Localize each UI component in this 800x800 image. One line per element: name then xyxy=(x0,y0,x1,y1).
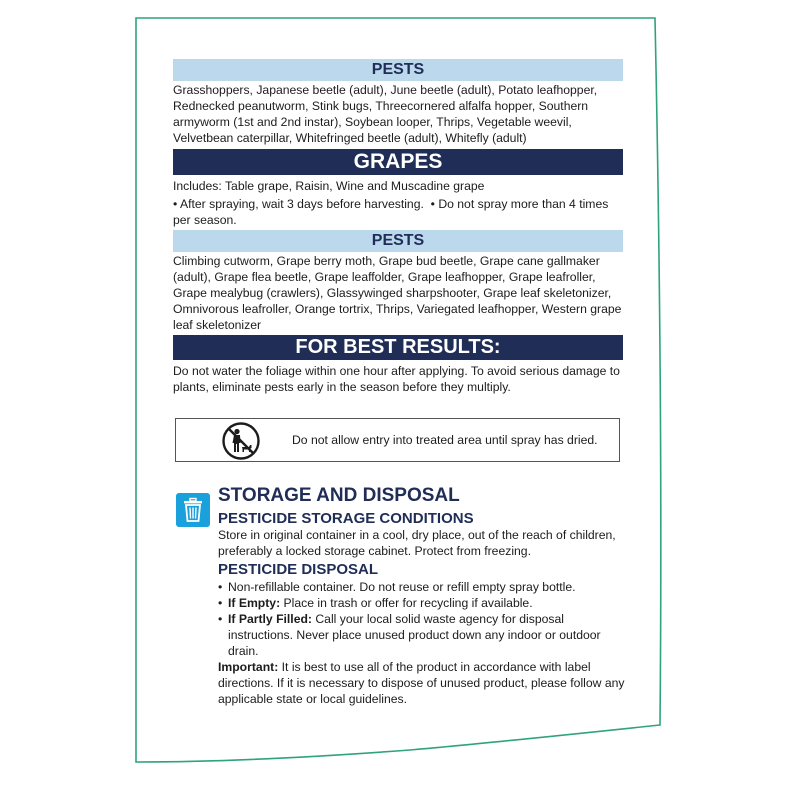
trash-can-icon xyxy=(176,493,210,527)
grapes-includes: Includes: Table grape, Raisin, Wine and Muscadine grape xyxy=(173,179,485,193)
if-empty-text: Place in trash or offer for recycling if available. xyxy=(283,596,533,610)
reentry-notice-box xyxy=(175,418,620,462)
important-label: Important: xyxy=(218,660,279,674)
pests-list-text: Grasshoppers, Japanese beetle (adult), June beetle (adult), Potato leafhopper, Rednecked peanutworm, Stink bugs, Threecornered alfalfa hopper, Southern armyworm (1st and 2nd instar), Soybean looper, Thrips, Vegetable weevil, Velvetbean caterpillar, Whitefringed beetle (adult), Whitefly (adult) xyxy=(173,83,598,145)
bullet-icon: • xyxy=(173,197,178,211)
storage-heading: STORAGE AND DISPOSAL xyxy=(218,485,460,506)
pests-heading: PESTS xyxy=(173,59,623,81)
if-partly-filled-label: If Partly Filled: xyxy=(228,612,312,626)
best-results-heading: FOR BEST RESULTS: xyxy=(173,335,623,360)
grapes-note-2: Do not spray more than 4 times per season. xyxy=(173,197,609,227)
important-text: It is best to use all of the product in accordance with label directions. If it is necessary to dispose of unused product, please follow any applicable state or local guidelines. xyxy=(218,660,625,706)
no-entry-person-dog-icon xyxy=(221,421,261,461)
if-empty-label: If Empty: xyxy=(228,596,281,610)
bullet-icon: • xyxy=(427,197,435,211)
bullet-icon: • xyxy=(218,612,223,626)
important-note xyxy=(218,659,628,707)
best-results-text: Do not water the foliage within one hour after applying. To avoid serious damage to plants, eliminate pests early in the season before they multiply. xyxy=(173,364,620,394)
reentry-text: Do not allow entry into treated area until spray has dried. xyxy=(292,433,598,447)
grapes-pests-list-text: Climbing cutworm, Grape berry moth, Grape bud beetle, Grape cane gallmaker (adult), Grape flea beetle, Grape leaffolder, Grape leafhopper, Grape leafroller, Grape mealybug (crawlers), Glassywinged sharpshooter, Grape leaf skeletonizer, Omnivorous leafroller, Orange tortrix, Thrips, Variegated leafhopper, Western grape leaf skeletonizer xyxy=(173,254,622,332)
storage-conditions-heading: PESTICIDE STORAGE CONDITIONS xyxy=(218,510,474,527)
disposal-heading: PESTICIDE DISPOSAL xyxy=(218,561,379,578)
storage-conditions-text: Store in original container in a cool, dry place, out of the reach of children, preferably a locked storage cabinet. Protect from freezing. xyxy=(218,528,616,558)
bullet-icon: • xyxy=(218,596,223,610)
grapes-pests-heading: PESTS xyxy=(173,230,623,252)
grapes-heading: GRAPES xyxy=(173,149,623,175)
disposal-bullet-1-text: Non-refillable container. Do not reuse or refill empty spray bottle. xyxy=(228,580,576,594)
bullet-icon: • xyxy=(218,580,223,594)
if-partly-filled-text: Call your local solid waste agency for disposal instructions. Never place unused product down any indoor or outdoor drain. xyxy=(228,612,601,658)
grapes-note-1: After spraying, wait 3 days before harvesting. xyxy=(180,197,424,211)
grapes-notes xyxy=(173,196,625,228)
